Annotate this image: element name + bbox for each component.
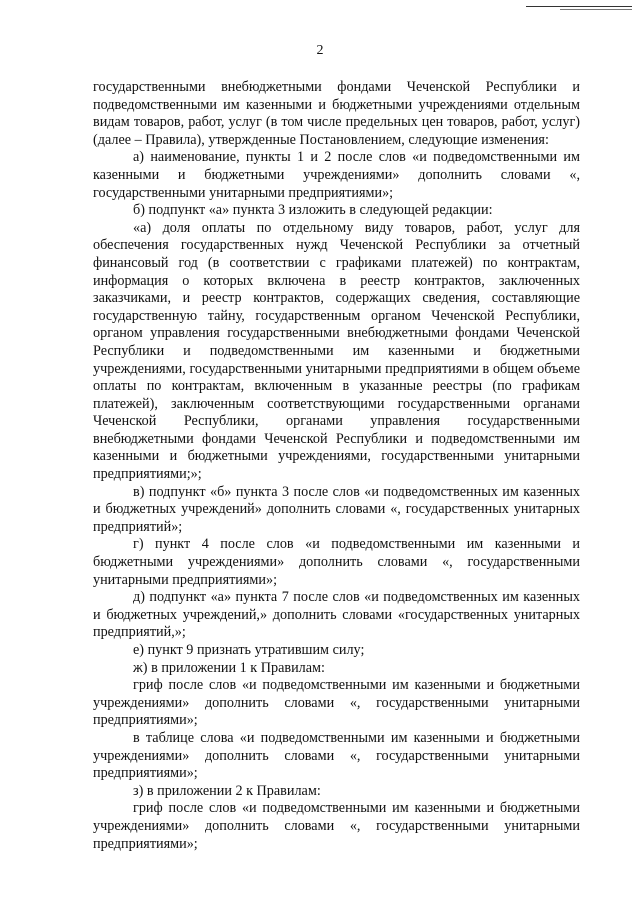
paragraph-item-g: г) пункт 4 после слов «и подведомственными им казенными и бюджетными учреждениями» дополнить словами «, государственными унитарными предприятиями»; (93, 536, 580, 588)
paragraph-item-zh: ж) в приложении 1 к Правилам: (133, 659, 325, 676)
paragraph-continuation: государственными внебюджетными фондами Чеченской Республики и подведомственными им казенными и бюджетными учреждениями отдельным видам товаров, работ, услуг (в том числе предельных цен товаров, работ, услуг) (далее – Правила), утвержденные Постановлением, следующие изменения: (93, 79, 580, 148)
paragraph-item-z: з) в приложении 2 к Правилам: (133, 782, 321, 799)
paragraph-item-v: в) подпункт «б» пункта 3 после слов «и подведомственных им казенных и бюджетных учреждений» дополнить словами «, государственных унитарных предприятий»; (93, 483, 580, 535)
document-body (93, 79, 580, 853)
page-number: 2 (316, 43, 324, 58)
paragraph-item-b-text: «а) доля оплаты по отдельному виду товаров, работ, услуг для обеспечения государственных нужд Чеченской Республики за отчетный финансовый год (в соответствии с графиками платежей) по контрактам, информация о которых включена в реестр контрактов, заключенных заказчиками, и реестр контрактов, содержащих сведения, составляющие государственную тайну, государственным органом Чеченской Республики, органом управления государственными внебюджетными фондами Чеченской Республики и подведомственными им казенными и бюджетными учреждениями, государственными унитарными предприятиями в общем объеме оплаты по контрактам, включенным в указанные реестры (по графикам платежей), заключенным соответствующими государственными органами Чеченской Республики, органами управления государственными внебюджетными фондами Чеченской Республики и подведомственными им казенными и бюджетными учреждениями, государственными унитарными предприятиями;»; (93, 219, 580, 483)
paragraph-item-b: б) подпункт «а» пункта 3 изложить в следующей редакции: (133, 202, 493, 219)
paragraph-item-a: а) наименование, пункты 1 и 2 после слов «и подведомственными им казенными и бюджетными учреждениями» дополнить словами «, государственными унитарными предприятиями»; (93, 149, 580, 201)
paragraph-z-grif: гриф после слов «и подведомственными им казенными и бюджетными учреждениями» дополнить словами «, государственными унитарными предприятиями»; (93, 800, 580, 852)
paragraph-zh-table: в таблице слова «и подведомственными им казенными и бюджетными учреждениями» дополнить словами «, государственными унитарными предприятиями»; (93, 729, 580, 782)
paragraph-item-d: д) подпункт «а» пункта 7 после слов «и подведомственных им казенных и бюджетных учреждений,» дополнить словами «государственных унитарных предприятий,»; (93, 589, 580, 641)
paragraph-zh-grif: гриф после слов «и подведомственными им казенными и бюджетными учреждениями» дополнить словами «, государственными унитарными предприятиями»; (93, 677, 580, 729)
corner-rule-top (526, 6, 632, 7)
corner-rule-bottom (560, 9, 632, 10)
paragraph-item-e: е) пункт 9 признать утратившим силу; (133, 642, 365, 658)
